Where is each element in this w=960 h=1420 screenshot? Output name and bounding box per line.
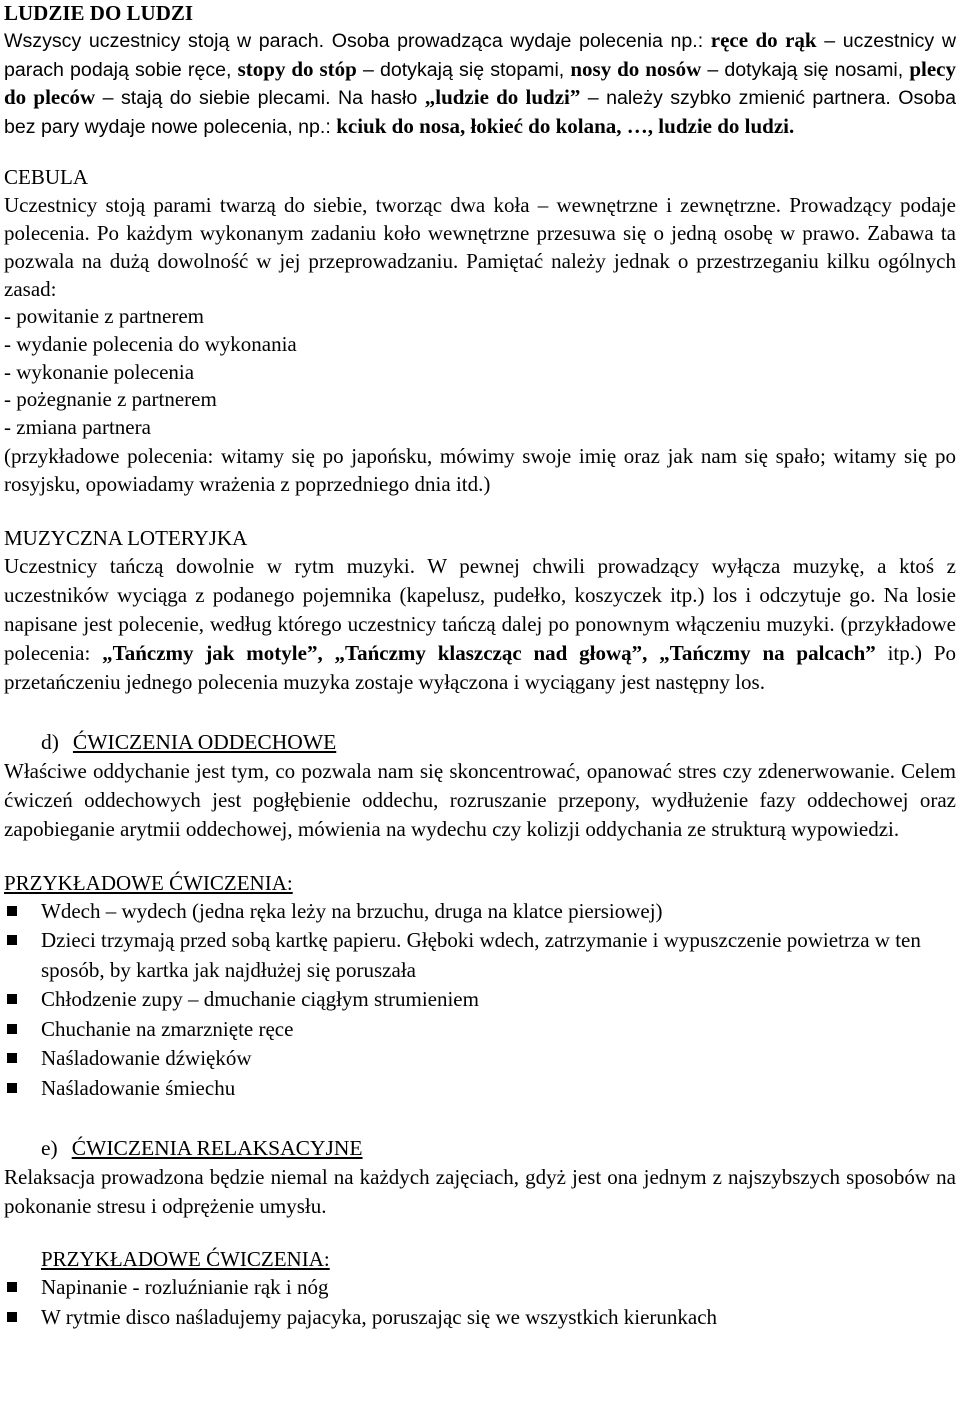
list-item: - zmiana partnera	[4, 415, 151, 440]
bullet-square-icon	[7, 1053, 17, 1063]
section-title-loteryjka: MUZYCZNA LOTERYJKA	[4, 525, 248, 550]
bullet-square-icon	[7, 1312, 17, 1322]
list-item: W rytmie disco naśladujemy pajacyka, poruszając się we wszystkich kierunkach	[4, 1303, 956, 1333]
list-item: Naśladowanie dźwięków	[4, 1044, 956, 1074]
list-item: Chuchanie na zmarznięte ręce	[4, 1015, 956, 1045]
section-paragraph-relaksacyjne: Relaksacja prowadzona będzie niemal na każdych zajęciach, gdyż jest ona jednym z najszybszych sposobów na pokonanie stresu i odprężenie umysłu.	[4, 1165, 956, 1219]
section-paragraph-oddechowe: Właściwe oddychanie jest tym, co pozwala nam się skoncentrować, opanować stres czy zdenerwowanie. Celem ćwiczeń oddechowych jest pogłębienie oddechu, rozruszanie przepony, wydłużenie fazy oddechowej oraz zapobieganie arytmii oddechowej, mówienia na wydechu czy kolizji oddychania ze strukturą wypowiedzi.	[4, 758, 956, 841]
section-title-ludzie: LUDZIE DO LUDZI	[4, 1, 194, 25]
list-item: - wykonanie polecenia	[4, 359, 195, 384]
bullet-square-icon	[7, 994, 17, 1004]
section-cwiczenia-relaksacyjne	[4, 1133, 956, 1332]
examples-list-relaksacyjne	[4, 1273, 956, 1332]
list-item: Dzieci trzymają przed sobą kartkę papieru. Głęboki wdech, zatrzymanie i wypuszczenie powietrza w ten sposób, by kartka jak najdłużej się poruszała	[4, 926, 956, 985]
list-item: Naśladowanie śmiechu	[4, 1074, 956, 1104]
section-cwiczenia-oddechowe	[4, 727, 956, 1104]
bullet-square-icon	[7, 1282, 17, 1292]
section-paragraph-ludzie: Wszyscy uczestnicy stoją w parach. Osoba prowadząca wydaje polecenia np.: ręce do rąk – uczestnicy w parach podają sobie ręce, stopy do stóp – dotykają się stopami, nosy do nosów – dotykają się nosami, plecy do pleców – stają do siebie plecami. Na hasło „ludzie do ludzi” – należy szybko zmienić partnera. Osoba bez pary wydaje nowe polecenia, np.: kciuk do nosa, łokieć do kolana, …, ludzie do ludzi.	[4, 28, 957, 138]
list-item: Napinanie - rozluźnianie rąk i nóg	[4, 1273, 956, 1303]
bullet-square-icon	[7, 1024, 17, 1034]
examples-title-relaksacyjne: PRZYKŁADOWE ĆWICZENIA:	[41, 1247, 330, 1272]
list-item: - powitanie z partnerem	[4, 304, 204, 328]
list-item: Wdech – wydech (jedna ręka leży na brzuchu, druga na klatce piersiowej)	[4, 897, 956, 927]
section-muzyczna-loteryjka	[4, 524, 956, 697]
list-item: Chłodzenie zupy – dmuchanie ciągłym strumieniem	[4, 985, 956, 1015]
section-title-oddechowe: d) ĆWICZENIA ODDECHOWE	[41, 729, 337, 754]
section-title-relaksacyjne: e) ĆWICZENIA RELAKSACYJNE	[41, 1136, 363, 1161]
bullet-square-icon	[7, 1083, 17, 1093]
examples-title-oddechowe: PRZYKŁADOWE ĆWICZENIA:	[4, 870, 293, 895]
rules-list	[4, 303, 956, 442]
section-ludzie-do-ludzi	[4, 0, 956, 141]
bullet-square-icon	[7, 935, 17, 945]
list-item: - pożegnanie z partnerem	[4, 387, 217, 412]
section-paragraph-loteryjka: Uczestnicy tańczą dowolnie w rytm muzyki. W pewnej chwili prowadzący wyłącza muzykę, a ktoś z uczestników wyciąga z podanego pojemnika (kapelusz, pudełko, koszyczek itp.) los i odczytuje go. Na losie napisane jest polecenie, według którego uczestnicy tańczą dalej po ponownym włączeniu muzyki. (przykładowe polecenia: „Tańczmy jak motyle”, „Tańczmy klaszcząc nad głową”, „Tańczmy na palcach” itp.) Po przetańczeniu jednego polecenia muzyka zostaje wyłączona i wyciągany jest następny los.	[4, 553, 957, 694]
examples-list-oddechowe	[4, 897, 956, 1104]
section-cebula	[4, 163, 956, 499]
section-title-cebula: CEBULA	[4, 165, 88, 189]
section-note-cebula: (przykładowe polecenia: witamy się po japońsku, mówimy swoje imię oraz jak nam się spało; witamy się po rosyjsku, opowiadamy wrażenia z poprzedniego dnia itd.)	[4, 443, 956, 497]
list-item: - wydanie polecenia do wykonania	[4, 331, 297, 356]
bullet-square-icon	[7, 906, 17, 916]
section-paragraph-cebula: Uczestnicy stoją parami twarzą do siebie, tworząc dwa koła – wewnętrzne i zewnętrzne. Prowadzący podaje polecenia. Po każdym wykonanym zadaniu koło wewnętrzne przesuwa się o jedną osobę w prawo. Zabawa ta pozwala na dużą dowolność w jej przeprowadzaniu. Pamiętać należy jednak o przestrzeganiu kilku ogólnych zasad:	[4, 193, 956, 301]
